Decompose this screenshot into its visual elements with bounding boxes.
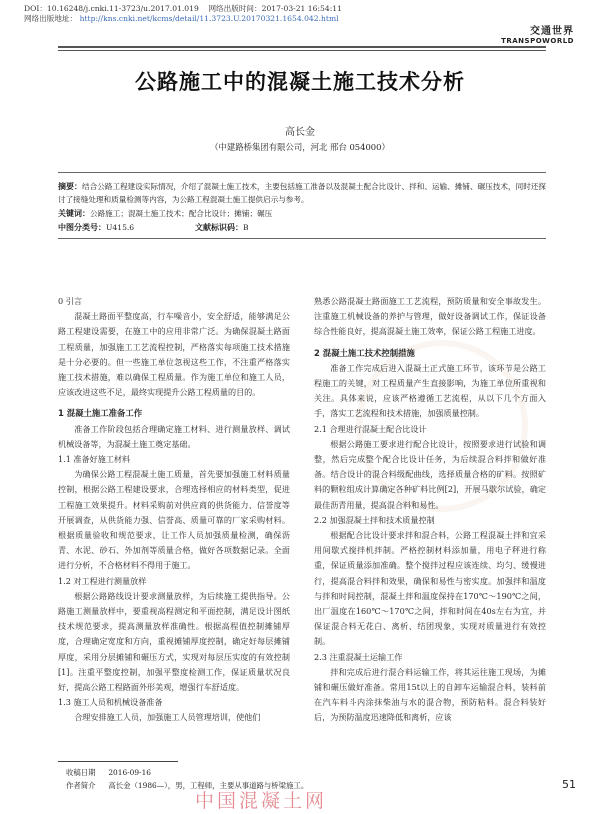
header-rule-thick (58, 46, 546, 48)
section-1-2-paragraph: 根据公路路线设计要求测量放样，为后续施工提供指导。公路施工测量放样中，要重视高程测定和平面控制，满足设计图纸技术规范要求，提高测量放样准确性。根据高程值控制摊铺厚度，合理确定宽度和方向，重视摊铺厚度控制，确定好每层摊铺厚度，采用分层摊铺和碾压方式，实现对每层压实度的有效控制[1]。注重平整度控制，加强平整度检测工作，保证质量状况良好，提高公路工程路面外形美观，增强行车舒适度。 (58, 590, 290, 693)
section-1-2-heading: 1.2 对工程进行测量放样 (58, 575, 147, 586)
column-name-en: TRANSPOWORLD (501, 37, 574, 45)
section-1-3-heading: 1.3 施工人员和机械设备准备 (58, 697, 163, 708)
received-line (66, 766, 308, 779)
doc-value: B (242, 223, 249, 232)
author-name: 高长金 (285, 127, 315, 138)
section-2-2-heading: 2.2 加强混凝土拌和技术质量控制 (314, 514, 435, 525)
section-2-1-paragraph: 根据公路施工要求进行配合比设计，按照要求进行试验和调整，然后完成整个配合比设计任务，为后续混合料拌和做好准备。结合设计的混合料级配曲线，选择质量合格的矿料。按照矿料的颗粒组成计算确定各种矿料比例[2]，开展马歇尔试验，确定最佳沥青用量，提高混合料和易性。 (314, 438, 546, 510)
intro-paragraph: 混凝土路面平整度高，行车噪音小，安全舒适，能够满足公路工程建设需要，在施工中的应用非常广泛。为确保混凝土路面工程质量，加强施工工艺流程控制，严格落实每项施工技术措施是十分必要的。但一些施工单位忽视这些工作，不注重严格落实施工技术措施，难以确保工程质量。作为施工单位和施工人员，应该改进这些不足，最终实现提升公路工程质量的目的。 (58, 311, 290, 398)
section-2-3-paragraph: 拌和完成后进行混合料运输工作，将其运往施工现场，为摊铺和碾压做好准备。常用15t以上的自卸车运输混合料，装料前在汽车料斗内涂抹柴油与水的混合物，预防粘料。混合料装好后，为预防温度迅速降低和离析，应该 (314, 666, 546, 723)
doc-label: 文献标识码： (194, 223, 243, 232)
right-column (314, 294, 546, 726)
received-value: 2016-09-16 (108, 768, 151, 777)
keywords-text: 公路施工；混凝土施工技术；配合比设计；摊铺；碾压 (90, 209, 273, 218)
abstract (58, 180, 546, 206)
author-bio-value: 高长金（1986—），男，工程师，主要从事道路与桥梁施工。 (108, 781, 309, 790)
continued-paragraph: 熟悉公路混凝土路面施工工艺流程，预防质量和安全事故发生。注重施工机械设备的养护与管理，做好设备调试工作，保证设备综合性能良好，提高混凝土施工效率，保证公路工程施工进度。 (314, 296, 546, 337)
section-1-1-heading: 1.1 准备好施工材料 (58, 454, 131, 465)
section-1-1-paragraph: 为确保公路工程混凝土施工质量，首先要加强施工材料质量控制，根据公路工程建设要求，合理选择相应的材料类型，促进工程施工效果提升。材料采购前对供应商的供货能力、信誉度等开展调查，从供货能力强、信誉高、质量可靠的厂家采购材料。根据质量验收和规范要求，让工作人员加强质量检测，确保沥青、水泥、砂石、外加剂等质量合格，做好各项数据记录。全面进行分析，不合格材料不得用于施工。 (58, 469, 290, 571)
page-number: 51 (562, 778, 576, 791)
url-link[interactable]: http://kns.cnki.net/kcms/detail/11.3723.U.20170321.1654.042.html (79, 14, 339, 23)
abstract-text: 结合公路工程建设实际情况，介绍了混凝土施工技术，主要包括施工准备以及混凝土配合比设计、拌和、运输、摊铺、碾压技术，同时还探讨了接缝处理和质量检测等内容，为公路工程混凝土施工提供启示与参考。 (58, 182, 547, 204)
class-value: U415.6 (106, 223, 135, 232)
section-2-2-paragraph: 根据配合比设计要求拌和混合料，公路工程混凝土拌和宜采用间歇式搅拌机拌制。严格控制材料添加量，用电子秤进行称重，保证质量添加准确。整个搅拌过程应该连续、均匀、缓慢进行，提高混合料拌和效果，确保和易性与密实度。加强拌和温度与拌和时间控制，混凝土拌和温度保持在170℃～190℃之间，出厂温度在160℃～170℃之间，拌和时间在40s左右为宜，并保证混合料无花白、离析、结团现象，实现对质量进行有效控制。 (314, 530, 546, 647)
section-2-paragraph: 准备工作完成后进入混凝土正式施工环节，该环节是公路工程施工的关键，对工程质量产生直接影响，为施工单位所重视和关注。具体来说，应该严格遵循工艺流程，从以下几个方面入手，落实工艺流程和技术措施，加强质量控制。 (314, 362, 546, 419)
page-title: 公路施工中的混凝土施工技术分析 (135, 70, 465, 94)
keywords (58, 208, 272, 219)
header-rule-thin (58, 50, 546, 51)
footnote-rule (58, 761, 178, 762)
author-affiliation: （中建路桥集团有限公司，河北 邢台 054000） (210, 142, 390, 152)
doi-text: DOI：10.16248/j.cnki.11-3723/u.2017.01.019 (24, 4, 199, 13)
section-1-3-paragraph: 合理安排施工人员，加强施工人员管理培训，使他们 (74, 712, 261, 723)
section-1-paragraph: 准备工作阶段包括合理确定施工材料、进行测量放样、调试机械设备等，为混凝土施工奠定基础。 (58, 423, 290, 449)
left-column (58, 294, 290, 726)
abstract-bottom-rule (58, 238, 546, 239)
watermark-text: 中国混凝土网 (195, 790, 328, 812)
class-label: 中图分类号： (58, 223, 106, 232)
classification (58, 222, 249, 233)
pub-time-text: 网络出版时间：2017-03-21 16:54:11 (208, 4, 342, 13)
keywords-label: 关键词： (58, 209, 90, 218)
intro-heading: 0 引言 (58, 296, 82, 306)
url-label: 网络出版地址： (24, 14, 78, 23)
doi-line (24, 4, 342, 14)
section-2-1-heading: 2.1 合理进行混凝土配合比设计 (314, 423, 427, 434)
received-label: 收稿日期 (66, 768, 96, 777)
abstract-label: 摘要： (58, 182, 83, 191)
abstract-top-rule (58, 172, 546, 173)
section-2-3-heading: 2.3 注重混凝土运输工作 (314, 651, 403, 662)
section-1-heading: 1 混凝土施工准备工作 (58, 408, 143, 419)
section-2-heading: 2 混凝土施工技术控制措施 (314, 347, 415, 358)
column-name-cn: 交通世界 (530, 26, 574, 37)
author-bio-label: 作者简介 (66, 781, 96, 790)
url-line (24, 14, 339, 24)
column-header (501, 22, 574, 45)
